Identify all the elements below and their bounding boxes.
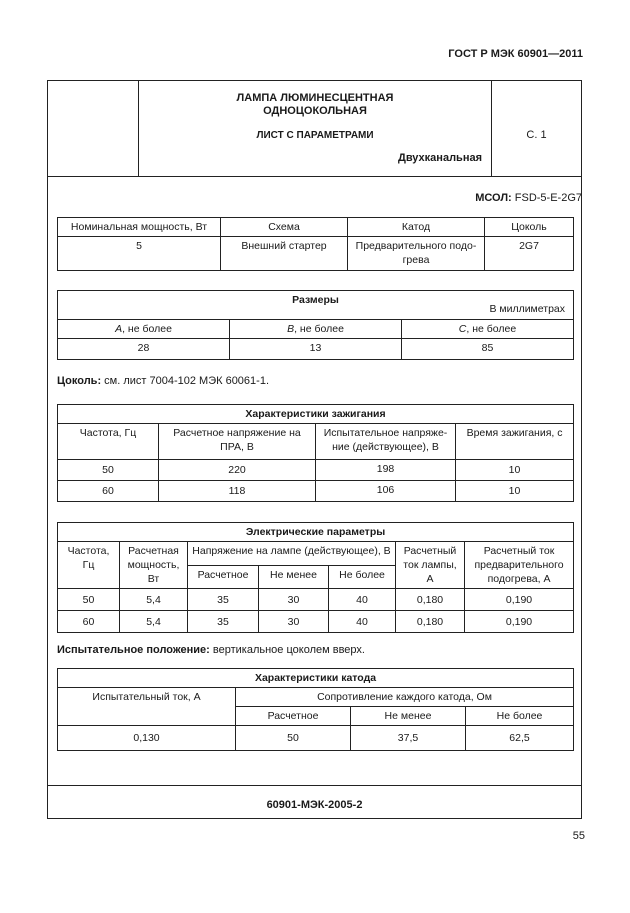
lamp-title-line2: ОДНОЦОКОЛЬНАЯ (263, 105, 367, 117)
table-cell: 50 (58, 589, 120, 611)
table-cell: 60 (58, 611, 120, 633)
table-cell: 13 (230, 339, 402, 360)
electrical-table (57, 522, 574, 633)
header-cell: Катод (348, 218, 485, 237)
header-cell: Напряжение на лампе (действующее), В (188, 542, 396, 566)
lamp-title (139, 92, 491, 118)
table-cell: 0,180 (396, 589, 465, 611)
header-cell: Не менее (259, 565, 329, 589)
base-note (57, 375, 269, 387)
dim-suffix: , не более (122, 323, 172, 335)
table-cell: 220 (159, 460, 316, 481)
header-cell: Испытательное напряже-ние (действующее), В (316, 424, 456, 460)
caption-cell (58, 291, 574, 320)
header-cell: Не более (329, 565, 396, 589)
variant-label: Двухканальная (397, 152, 482, 164)
table-cell: 106 (316, 481, 456, 502)
header-cell: Номинальная мощность, Вт (58, 218, 221, 237)
sheet-page-label: С. 1 (526, 129, 547, 141)
table-cell: 10 (456, 460, 574, 481)
header-cell: Расчетное (236, 707, 351, 726)
dim-suffix: , не более (294, 323, 344, 335)
table-cell: 10 (456, 481, 574, 502)
table-cell: 40 (329, 589, 396, 611)
dimensions-caption: Размеры (292, 294, 339, 306)
table-cell: 0,190 (465, 611, 574, 633)
ignition-table (57, 404, 574, 502)
header-cell: Частота, Гц (58, 542, 120, 589)
table-cell: 198 (316, 460, 456, 481)
sheet-title: ЛИСТ С ПАРАМЕТРАМИ (256, 130, 374, 141)
dim-letter: C (458, 323, 467, 335)
dim-suffix: , не более (466, 323, 517, 335)
page-number: 55 (572, 830, 585, 842)
test-position-note (57, 644, 365, 656)
lamp-title-line1: ЛАМПА ЛЮМИНЕСЦЕНТНАЯ (236, 92, 394, 104)
sheet-document-id: 60901-МЭК-2005-2 (266, 799, 363, 811)
table-cell: 0,190 (465, 589, 574, 611)
ignition-caption: Характеристики зажигания (58, 405, 574, 424)
header-cell: Расчетный ток лампы, А (396, 542, 465, 589)
table-cell: 5,4 (120, 611, 188, 633)
table-cell: 60 (58, 481, 159, 502)
msol-line (139, 192, 582, 204)
msol-label: МСОЛ: (475, 192, 512, 204)
electrical-caption: Электрические параметры (58, 523, 574, 542)
header-left-cell (47, 80, 139, 177)
header-cell: Не более (466, 707, 574, 726)
header-cell: Время зажигания, с (456, 424, 574, 460)
dimensions-table (57, 290, 574, 360)
table-cell: 5,4 (120, 589, 188, 611)
footer-divider (47, 785, 582, 786)
table-cell: 35 (188, 611, 259, 633)
header-cell: Расчетное (188, 565, 259, 589)
table-cell: 62,5 (466, 726, 574, 751)
table-cell: 40 (329, 611, 396, 633)
base-note-label: Цоколь: (57, 375, 102, 387)
table-cell: Внешний стартер (221, 237, 348, 271)
table-cell: 30 (259, 589, 329, 611)
table-cell: 0,180 (396, 611, 465, 633)
header-cell: Расчетная мощность, Вт (120, 542, 188, 589)
dim-letter: B (287, 323, 295, 335)
test-position-label: Испытательное положение: (57, 644, 210, 656)
msol-value: FSD-5-E-2G7 (511, 192, 582, 204)
header-cell (230, 320, 402, 339)
cathode-table (57, 668, 574, 751)
dim-letter: A (115, 323, 123, 335)
header-cell: Расчетный ток предварительного подогрева, А (465, 542, 574, 589)
test-position-text: вертикальное цоколем вверх. (209, 644, 365, 656)
header-cell: Цоколь (485, 218, 574, 237)
table-cell: 2G7 (485, 237, 574, 271)
header-cell: Не менее (351, 707, 466, 726)
table-cell: 50 (58, 460, 159, 481)
table-cell: 118 (159, 481, 316, 502)
cathode-caption: Характеристики катода (58, 669, 574, 688)
header-cell: Частота, Гц (58, 424, 159, 460)
standard-number: ГОСТ Р МЭК 60901—2011 (448, 48, 583, 60)
table-cell: 85 (402, 339, 574, 360)
header-cell: Расчетное напряжение на ПРА, В (159, 424, 316, 460)
header-cell (58, 320, 230, 339)
general-table (57, 217, 574, 271)
header-cell: Сопротивление каждого катода, Ом (236, 688, 574, 707)
table-cell: Предварительного подо-грева (348, 237, 485, 271)
table-cell: 30 (259, 611, 329, 633)
table-cell: 50 (236, 726, 351, 751)
base-note-text: см. лист 7004-102 МЭК 60061-1. (101, 375, 269, 387)
header-cell: Испытательный ток, А (58, 688, 236, 726)
header-cell: Схема (221, 218, 348, 237)
table-cell: 37,5 (351, 726, 466, 751)
dimensions-unit: В миллиметрах (489, 303, 566, 315)
table-cell: 5 (58, 237, 221, 271)
table-cell: 0,130 (58, 726, 236, 751)
table-cell: 35 (188, 589, 259, 611)
header-cell (402, 320, 574, 339)
table-cell: 28 (58, 339, 230, 360)
